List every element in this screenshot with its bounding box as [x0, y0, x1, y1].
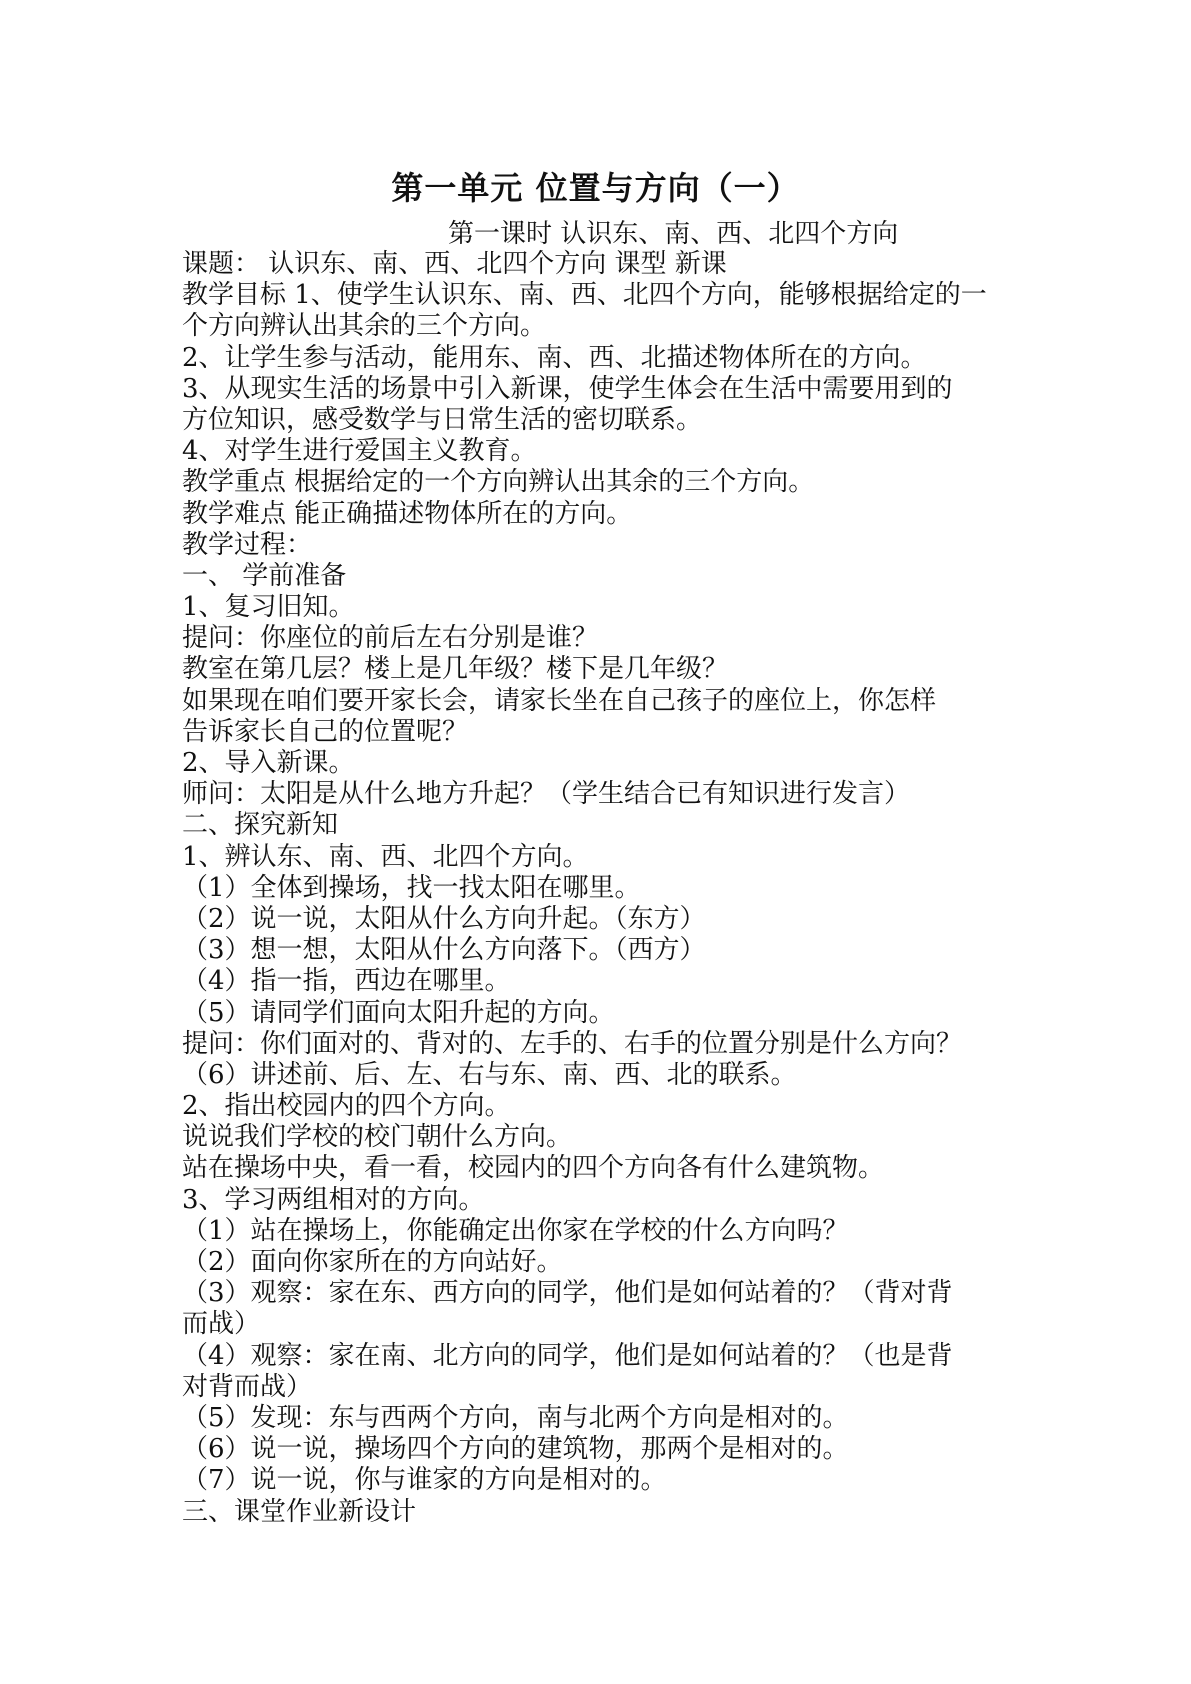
text-line: 站在操场中央，看一看，校园内的四个方向各有什么建筑物。 — [182, 1153, 885, 1184]
text-line: 教学过程： — [182, 529, 313, 560]
text-line: 1、复习旧知。 — [182, 592, 355, 623]
text-line: （4）观察：家在南、北方向的同学，他们是如何站着的？（也是背 — [182, 1340, 953, 1371]
text-line: 个方向辨认出其余的三个方向。 — [182, 311, 547, 342]
text-line: 三、课堂作业新设计 — [182, 1496, 417, 1527]
text-line: 提问：你座位的前后左右分别是谁？ — [182, 623, 599, 654]
text-line: （3）观察：家在东、西方向的同学，他们是如何站着的？（背对背 — [182, 1278, 953, 1309]
text-line: 而战） — [182, 1309, 261, 1340]
text-line: 教学重点 根据给定的一个方向辨认出其余的三个方向。 — [182, 467, 815, 498]
text-line: 对背而战） — [182, 1371, 313, 1402]
text-line: （5）发现：东与西两个方向，南与北两个方向是相对的。 — [182, 1402, 849, 1433]
text-line: 师问：太阳是从什么地方升起？（学生结合已有知识进行发言） — [182, 779, 911, 810]
text-line: （5）请同学们面向太阳升起的方向。 — [182, 997, 615, 1028]
text-line: 1、辨认东、南、西、北四个方向。 — [182, 841, 589, 872]
text-line: 2、让学生参与活动，能用东、南、西、北描述物体所在的方向。 — [182, 342, 927, 373]
text-line: 提问：你们面对的、背对的、左手的、右手的位置分别是什么方向？ — [182, 1028, 963, 1059]
text-line: 2、导入新课。 — [182, 748, 355, 778]
text-line: （4）指一指，西边在哪里。 — [182, 966, 511, 997]
text-line: 二、探究新知 — [182, 810, 339, 841]
text-line: （6）说一说，操场四个方向的建筑物，那两个是相对的。 — [182, 1434, 849, 1465]
text-line: 3、从现实生活的场景中引入新课，使学生体会在生活中需要用到的 — [182, 373, 953, 404]
text-line: （7）说一说，你与谁家的方向是相对的。 — [182, 1465, 667, 1496]
text-line: 课题： 认识东、南、西、北四个方向 课型 新课 — [182, 249, 727, 279]
text-line: 一、 学前准备 — [182, 560, 347, 591]
text-line: （3）想一想，太阳从什么方向落下。（西方） — [182, 935, 706, 966]
text-line: 教学目标 1、使学生认识东、南、西、北四个方向，能够根据给定的一 — [182, 280, 987, 311]
text-line: 如果现在咱们要开家长会，请家长坐在自己孩子的座位上，你怎样 — [182, 685, 937, 716]
lesson-subtitle: 第一课时 认识东、南、西、北四个方向 — [448, 219, 899, 249]
text-line: （2）说一说，太阳从什么方向升起。（东方） — [182, 903, 706, 934]
text-line: 说说我们学校的校门朝什么方向。 — [182, 1122, 573, 1153]
text-line: （1）站在操场上，你能确定出你家在学校的什么方向吗？ — [182, 1215, 849, 1246]
text-line: （6）讲述前、后、左、右与东、南、西、北的联系。 — [182, 1059, 797, 1090]
text-line: 3、学习两组相对的方向。 — [182, 1184, 485, 1215]
lesson-body — [182, 249, 1022, 1528]
text-line: 教学难点 能正确描述物体所在的方向。 — [182, 498, 633, 529]
text-line: 2、指出校园内的四个方向。 — [182, 1091, 511, 1122]
text-line: 告诉家长自己的位置呢？ — [182, 716, 469, 747]
text-line: （1）全体到操场，找一找太阳在哪里。 — [182, 872, 641, 903]
text-line: 4、对学生进行爱国主义教育。 — [182, 436, 537, 467]
document-title: 第一单元 位置与方向（一） — [391, 169, 800, 207]
text-line: 教室在第几层？楼上是几年级？楼下是几年级？ — [182, 654, 729, 685]
text-line: 方位知识，感受数学与日常生活的密切联系。 — [182, 404, 703, 435]
text-line: （2）面向你家所在的方向站好。 — [182, 1247, 563, 1277]
